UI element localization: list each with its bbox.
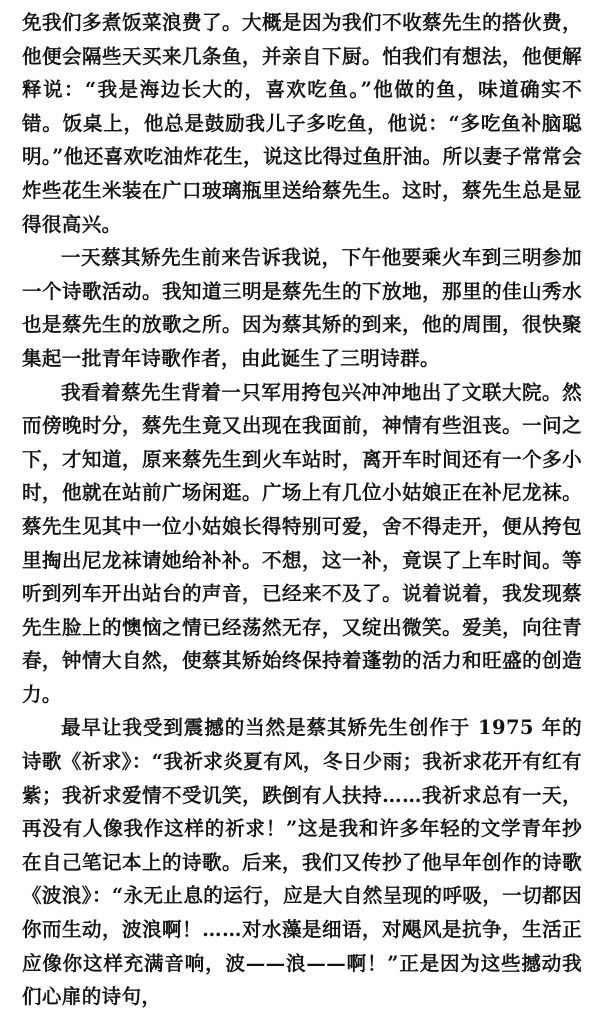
document-page [22,6,582,1014]
paragraph-1: 免我们多煮饭菜浪费了。大概是因为我们不收蔡先生的搭伙费，他便会隔些天买来几条鱼，并亲自下厨。怕我们有想法，他便解释说：“我是海边长大的，喜欢吃鱼。”他做的鱼，味道确实不错。饭桌上，他总是鼓励我儿子多吃鱼，他说：“多吃鱼补脑聪明。”他还喜欢吃油炸花生，说这比得过鱼肝油。所以妻子常常会炸些花生米装在广口玻璃瓶里送给蔡先生。这时，蔡先生总是显得很高兴。 [22,11,582,236]
paragraph-4: 最早让我受到震撼的当然是蔡其矫先生创作于 1975 年的诗歌《祈求》：“我祈求炎夏有风，冬日少雨；我祈求花开有红有紫；我祈求爱情不受讥笑，跌倒有人扶持……我祈求总有一天，再没有人像我作这样的祈求！”这是我和许多年轻的文学青年抄在自己笔记本上的诗歌。后来，我们又传抄了他早年创作的诗歌《波浪》：“永无止息的运行，应是大自然呈现的呼吸，一切都因你而生动，波浪啊！……对水藻是细语，对飓风是抗争，生活正应像你这样充满音响，波——浪——啊！”正是因为这些撼动我们心扉的诗句， [22,716,582,1009]
paragraph-2: 一天蔡其矫先生前来告诉我说，下午他要乘火车到三明参加一个诗歌活动。我知道三明是蔡先生的下放地，那里的佳山秀水也是蔡先生的放歌之所。因为蔡其矫的到来，他的周围，很快聚集起一批青年诗歌作者，由此诞生了三明诗群。 [22,246,582,370]
paragraph-3: 我看着蔡先生背着一只军用挎包兴冲冲地出了文联大院。然而傍晚时分，蔡先生竟又出现在我面前，神情有些沮丧。一问之下，才知道，原来蔡先生到火车站时，离开车时间还有一个多小时，他就在站前广场闲逛。广场上有几位小姑娘正在补尼龙袜。蔡先生见其中一位小姑娘长得特别可爱，舍不得走开，便从挎包里掏出尼龙袜请她给补补。不想，这一补，竟误了上车时间。等听到列车开出站台的声音，已经来不及了。说着说着，我发现蔡先生脸上的懊恼之情已经荡然无存，又绽出微笑。爱美，向往青春，钟情大自然，使蔡其矫始终保持着蓬勃的活力和旺盛的创造力。 [22,380,582,706]
